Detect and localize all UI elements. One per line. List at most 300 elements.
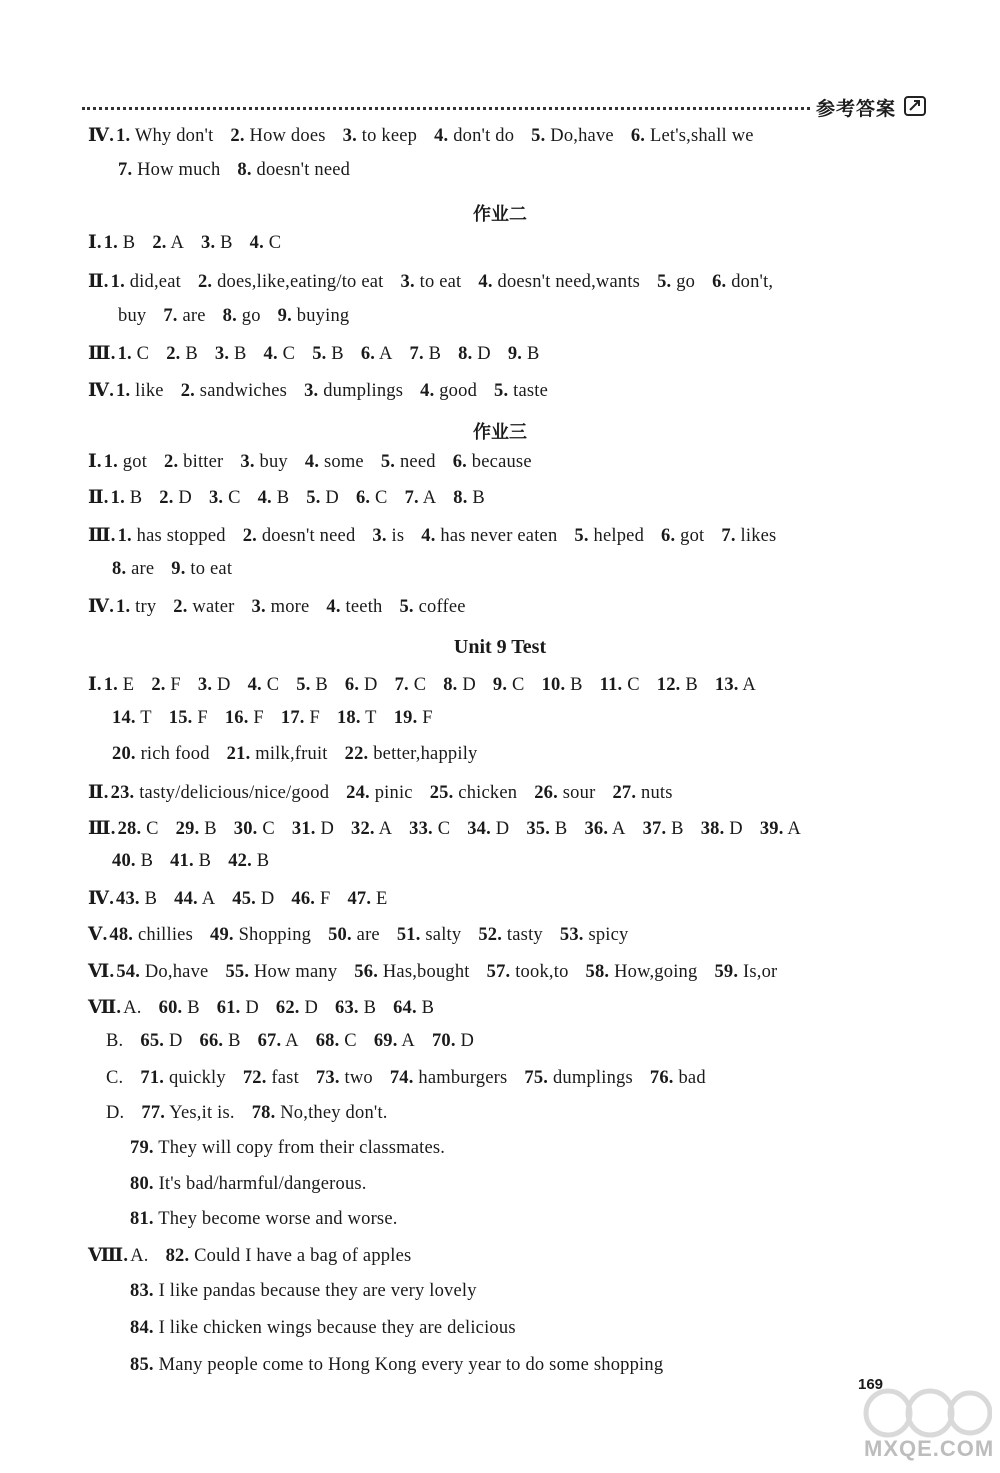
- answer-line: [112, 744, 478, 765]
- answer-text: has never eaten: [440, 526, 558, 546]
- answer-text: B: [472, 488, 485, 508]
- answer-line: Ⅲ. 28. C 29. B 30. C 31. D 32. A 33. C 34. D 35. B 36. A 37. B 38. D 39. A: [88, 819, 801, 839]
- question-number: 47.: [347, 889, 372, 909]
- answer-item: [250, 233, 282, 253]
- answer-text: tasty: [506, 925, 543, 945]
- question-number: 38.: [700, 819, 725, 839]
- answer-text: E: [376, 889, 388, 909]
- answer-item: [405, 488, 437, 508]
- answer-text: coffee: [418, 597, 466, 617]
- question-number: 5.: [531, 126, 546, 146]
- answer-text: are: [131, 559, 155, 579]
- header-title: 参考答案: [816, 98, 897, 120]
- question-number: 20.: [112, 744, 136, 764]
- question-number: 69.: [373, 1031, 398, 1051]
- question-number: 22.: [344, 744, 369, 764]
- answer-line: Ⅱ. 1. B 2. D 3. C 4. B 5. D 6. C 7. A 8. B: [88, 488, 485, 508]
- question-number: 77.: [141, 1103, 166, 1123]
- question-number: 33.: [409, 819, 433, 839]
- answer-line: Ⅳ. 1. like 2. sandwiches 3. dumplings 4. good 5. taste: [88, 381, 549, 401]
- answer-item: [304, 381, 403, 401]
- question-number: 57.: [486, 962, 511, 982]
- answer-item: [493, 675, 525, 695]
- answer-item: [163, 306, 205, 326]
- question-number: 17.: [280, 708, 305, 728]
- answer-text: Is,or: [743, 962, 778, 982]
- question-number: 55.: [225, 962, 250, 982]
- roman-numeral-label: Ⅲ: [88, 526, 111, 546]
- question-number: 15.: [168, 708, 193, 728]
- answer-item: [215, 344, 247, 364]
- answer-text: C: [344, 1031, 357, 1051]
- answer-item: [104, 233, 136, 253]
- answer-item: [443, 675, 476, 695]
- question-number: 40.: [112, 851, 136, 871]
- question-number: 6.: [452, 452, 467, 472]
- question-number: 4.: [263, 344, 278, 364]
- answer-text: B: [331, 344, 344, 364]
- answer-item: [130, 1355, 663, 1375]
- answer-text: Could I have a bag of apples: [194, 1246, 412, 1266]
- answer-item: [130, 1138, 445, 1158]
- question-number: 3.: [342, 126, 357, 146]
- answer-item: [381, 452, 436, 472]
- answer-item: [169, 708, 208, 728]
- answer-line: Ⅲ. 1. has stopped 2. doesn't need 3. is 4. has never eaten 5. helped 6. got 7. likes: [88, 526, 777, 546]
- question-number: 1.: [103, 675, 118, 695]
- answer-text: Do,have: [144, 962, 209, 982]
- answer-text: How,going: [614, 962, 698, 982]
- answer-item: [106, 1031, 123, 1051]
- answer-item: [494, 381, 548, 401]
- question-number: 5.: [657, 272, 672, 292]
- question-number: 7.: [721, 526, 736, 546]
- question-number: 4.: [304, 452, 320, 472]
- answer-text: go: [676, 272, 696, 292]
- answer-item: [264, 344, 296, 364]
- answer-item: [584, 819, 625, 839]
- question-number: 70.: [431, 1031, 456, 1051]
- page-number: 169: [858, 1376, 884, 1393]
- answer-line: [112, 851, 269, 872]
- answer-item: [526, 819, 567, 839]
- answer-text: has stopped: [136, 526, 226, 546]
- question-number: 35.: [526, 819, 551, 839]
- answer-text: buying: [296, 306, 350, 326]
- roman-numeral-label: Ⅱ: [88, 783, 104, 803]
- roman-numeral-label: Ⅱ: [88, 488, 104, 508]
- answer-text: better,happily: [373, 744, 478, 764]
- answer-text: doesn't need: [256, 160, 351, 180]
- answer-text: B: [187, 998, 200, 1018]
- answer-item: [478, 925, 543, 945]
- answer-text: F: [197, 708, 208, 728]
- answer-item: [225, 708, 264, 728]
- answer-text: helped: [593, 526, 645, 546]
- question-number: 26.: [534, 783, 558, 803]
- answer-item: [116, 889, 157, 909]
- answer-text: hamburgers: [418, 1068, 508, 1088]
- question-number: 34.: [467, 819, 491, 839]
- question-number: 5.: [312, 344, 327, 364]
- answer-text: Has,bought: [382, 962, 470, 982]
- question-number: 2.: [151, 675, 166, 695]
- roman-numeral-label: Ⅷ: [88, 1246, 124, 1266]
- question-number: 1.: [116, 126, 131, 146]
- answer-line: Ⅱ. 1. did,eat 2. does,like,eating/to eat 3. to eat 4. doesn't need,wants 5. go 6. don't,: [88, 272, 774, 292]
- answer-text: B: [685, 675, 698, 695]
- answer-item: [116, 126, 213, 146]
- answer-line: [130, 1174, 367, 1195]
- question-number: 9.: [507, 344, 523, 364]
- answer-item: [316, 1031, 357, 1051]
- answer-text: Why don't: [134, 126, 214, 146]
- question-number: 10.: [541, 675, 566, 695]
- answer-item: [228, 851, 269, 871]
- answer-item: [171, 559, 232, 579]
- answer-text: B: [233, 344, 247, 364]
- answer-text: chicken: [458, 783, 518, 803]
- answer-text: D: [304, 998, 318, 1018]
- section-heading: 作业三: [473, 422, 527, 443]
- question-number: 4.: [257, 488, 272, 508]
- answer-item: [130, 1209, 398, 1229]
- answer-item: [198, 675, 231, 695]
- question-number: 8.: [222, 306, 237, 326]
- answer-item: [170, 851, 211, 871]
- answer-text: B.: [106, 1031, 124, 1051]
- answer-text: to keep: [361, 126, 418, 146]
- answer-item: [230, 126, 325, 146]
- answer-text: D: [325, 488, 339, 508]
- answer-item: [181, 381, 287, 401]
- answer-text: C: [627, 675, 640, 695]
- question-number: 37.: [642, 819, 667, 839]
- answer-text: A: [170, 233, 184, 253]
- roman-numeral-label: Ⅴ: [88, 925, 103, 945]
- question-number: 54.: [116, 962, 141, 982]
- question-number: 62.: [275, 998, 300, 1018]
- question-number: 27.: [612, 783, 637, 803]
- answer-text: D: [245, 998, 259, 1018]
- answer-text: nuts: [641, 783, 673, 803]
- answer-item: [432, 1031, 474, 1051]
- question-number: 4.: [434, 126, 449, 146]
- question-number: 5.: [296, 675, 311, 695]
- question-number: 2.: [230, 126, 245, 146]
- question-number: 43.: [116, 889, 140, 909]
- answer-item: [151, 675, 181, 695]
- question-number: 74.: [389, 1068, 414, 1088]
- answer-item: [166, 1246, 412, 1266]
- answer-item: [252, 597, 310, 617]
- answer-text: T: [140, 708, 152, 728]
- answer-item: [712, 272, 773, 292]
- question-number: 4.: [326, 597, 341, 617]
- answer-item: [420, 381, 477, 401]
- answer-text: B: [140, 851, 154, 871]
- question-number: 3.: [304, 381, 319, 401]
- answer-item: [243, 1068, 299, 1088]
- question-number: 50.: [328, 925, 352, 945]
- answer-line: Ⅳ. 43. B 44. A 45. D 46. F 47. E: [88, 889, 388, 909]
- answer-item: [586, 962, 698, 982]
- question-number: 18.: [336, 708, 361, 728]
- answer-item: [237, 160, 350, 180]
- answer-text: good: [439, 381, 478, 401]
- answer-item: [176, 819, 217, 839]
- answer-item: [281, 708, 320, 728]
- answer-item: [140, 1031, 182, 1051]
- answer-item: [258, 488, 290, 508]
- question-number: 84.: [130, 1318, 154, 1338]
- answer-text: C: [268, 233, 282, 253]
- answer-item: [374, 1031, 415, 1051]
- roman-numeral-label: Ⅰ: [88, 452, 97, 472]
- answer-text: are: [356, 925, 380, 945]
- answer-line: [130, 1318, 516, 1339]
- answer-text: They will copy from their classmates.: [158, 1138, 446, 1158]
- answer-line: Ⅰ. 1. E 2. F 3. D 4. C 5. B 6. D 7. C 8. D 9. C 10. B 11. C 12. B 13. A: [88, 675, 756, 695]
- answer-text: got: [122, 452, 148, 472]
- roman-numeral-label: Ⅲ: [88, 344, 111, 364]
- answer-line: [118, 306, 349, 327]
- question-number: 6.: [661, 526, 676, 546]
- answer-text: B: [428, 344, 442, 364]
- question-number: 31.: [291, 819, 316, 839]
- roman-numeral-label: Ⅳ: [88, 597, 110, 617]
- answer-item: [394, 708, 433, 728]
- question-number: 1.: [116, 381, 131, 401]
- answer-item: [643, 819, 684, 839]
- answer-line: Ⅳ. 1. try 2. water 3. more 4. teeth 5. coffee: [88, 597, 466, 617]
- answer-text: C.: [106, 1068, 124, 1088]
- answer-text: A: [401, 1031, 415, 1051]
- answer-text: C: [413, 675, 427, 695]
- answer-text: are: [182, 306, 206, 326]
- question-number: 7.: [394, 675, 409, 695]
- answer-text: is: [391, 526, 405, 546]
- answer-text: A: [422, 488, 437, 508]
- answer-item: [232, 889, 274, 909]
- question-number: 1.: [117, 526, 132, 546]
- question-number: 25.: [429, 783, 454, 803]
- answer-text: B: [363, 998, 377, 1018]
- answer-text: need: [399, 452, 436, 472]
- answer-text: tasty/delicious/nice/good: [139, 783, 330, 803]
- answer-text: water: [192, 597, 235, 617]
- answer-item: [141, 1103, 234, 1123]
- answer-item: [453, 488, 485, 508]
- answer-item: [714, 962, 777, 982]
- answer-item: [258, 1031, 299, 1051]
- answer-item: [292, 819, 334, 839]
- answer-item: [335, 998, 376, 1018]
- answer-item: [209, 488, 241, 508]
- question-number: 6.: [630, 126, 646, 146]
- answer-text: F: [170, 675, 181, 695]
- question-number: 1.: [116, 597, 131, 617]
- answer-line: [106, 1068, 706, 1089]
- section-heading: Unit 9 Test: [453, 636, 547, 658]
- answer-item: [173, 597, 234, 617]
- question-number: 58.: [585, 962, 610, 982]
- answer-text: salty: [425, 925, 462, 945]
- question-number: 14.: [112, 708, 136, 728]
- answer-text: bitter: [183, 452, 224, 472]
- question-number: 3.: [372, 526, 387, 546]
- question-number: 2.: [242, 526, 257, 546]
- answer-text: Many people come to Hong Kong every year to do some shopping: [158, 1355, 664, 1375]
- answer-item: [657, 675, 698, 695]
- answer-text: I like pandas because they are very lovely: [158, 1281, 477, 1301]
- answer-item: [248, 675, 280, 695]
- answer-item: [600, 675, 640, 695]
- question-number: 61.: [216, 998, 241, 1018]
- answer-item: [346, 783, 413, 803]
- answer-text: A: [787, 819, 801, 839]
- question-number: 64.: [393, 998, 417, 1018]
- question-number: 2.: [159, 488, 174, 508]
- answer-item: [347, 889, 387, 909]
- answer-item: [430, 783, 518, 803]
- question-number: 66.: [199, 1031, 224, 1051]
- answer-item: [312, 344, 344, 364]
- answer-line: Ⅱ. 23. tasty/delicious/nice/good 24. pinic 25. chicken 26. sour 27. nuts: [88, 783, 673, 803]
- question-number: 1.: [117, 344, 132, 364]
- answer-item: [395, 675, 427, 695]
- answer-text: dumplings: [552, 1068, 633, 1088]
- question-number: 36.: [584, 819, 609, 839]
- answer-text: to eat: [419, 272, 462, 292]
- answer-item: [225, 962, 337, 982]
- question-number: 5.: [399, 597, 414, 617]
- answer-text: A: [612, 819, 626, 839]
- watermark-text: MXQE.COM: [864, 1436, 995, 1461]
- answer-line: Ⅰ. 1. got 2. bitter 3. buy 4. some 5. need 6. because: [88, 452, 532, 472]
- answer-item: [116, 962, 208, 982]
- answer-item: [106, 1068, 123, 1088]
- header-dotted-rule: [82, 107, 810, 110]
- answer-item: [118, 306, 146, 326]
- answer-text: pinic: [374, 783, 413, 803]
- question-number: 11.: [599, 675, 623, 695]
- question-number: 9.: [171, 559, 186, 579]
- question-number: 82.: [165, 1246, 190, 1266]
- roman-numeral-label: Ⅳ: [88, 126, 110, 146]
- question-number: 51.: [396, 925, 421, 945]
- question-number: 5.: [306, 488, 321, 508]
- answer-item: [343, 126, 417, 146]
- answer-text: C: [375, 488, 388, 508]
- answer-item: [118, 160, 220, 180]
- question-number: 3.: [240, 452, 255, 472]
- answer-text: B: [421, 998, 435, 1018]
- answer-text: B: [256, 851, 270, 871]
- question-number: 19.: [393, 708, 418, 728]
- answer-item: [409, 819, 450, 839]
- answer-item: [721, 526, 776, 546]
- question-number: 5.: [574, 526, 589, 546]
- question-number: 48.: [109, 925, 134, 945]
- answer-item: [393, 998, 434, 1018]
- answer-text: It's bad/harmful/dangerous.: [158, 1174, 367, 1194]
- answer-item: [531, 126, 614, 146]
- answer-item: [760, 819, 801, 839]
- answer-item: [356, 488, 388, 508]
- answer-item: [111, 488, 143, 508]
- answer-item: [487, 962, 569, 982]
- answer-item: [174, 889, 215, 909]
- question-number: 65.: [140, 1031, 165, 1051]
- answer-item: [478, 272, 640, 292]
- answer-item: [118, 526, 226, 546]
- answer-item: [316, 1068, 373, 1088]
- question-number: 24.: [346, 783, 370, 803]
- answer-item: [159, 998, 200, 1018]
- question-number: 16.: [224, 708, 249, 728]
- question-number: 79.: [130, 1138, 154, 1158]
- answer-text: D: [217, 675, 231, 695]
- question-number: 49.: [210, 925, 234, 945]
- answer-text: D: [364, 675, 378, 695]
- answer-text: C: [228, 488, 241, 508]
- answer-text: to eat: [190, 559, 233, 579]
- answer-text: taste: [513, 381, 549, 401]
- answer-text: D: [460, 1031, 475, 1051]
- answer-item: [399, 597, 465, 617]
- answer-item: [337, 708, 377, 728]
- question-number: 8.: [453, 488, 468, 508]
- question-number: 41.: [170, 851, 194, 871]
- answer-text: chillies: [137, 925, 193, 945]
- question-number: 2.: [180, 381, 195, 401]
- answer-text: like: [135, 381, 164, 401]
- answer-text: B: [122, 233, 136, 253]
- answer-item: [217, 998, 259, 1018]
- answer-text: C: [262, 819, 275, 839]
- question-number: 6.: [355, 488, 371, 508]
- answer-item: [104, 675, 135, 695]
- answer-text: D: [477, 344, 491, 364]
- question-number: 63.: [335, 998, 359, 1018]
- answer-text: buy: [118, 306, 147, 326]
- question-number: 67.: [257, 1031, 282, 1051]
- question-number: 1.: [103, 233, 118, 253]
- question-number: 72.: [242, 1068, 267, 1088]
- answer-text: Shopping: [238, 925, 312, 945]
- answer-item: [354, 962, 469, 982]
- answer-line: [130, 1281, 477, 1302]
- answer-text: B: [129, 488, 143, 508]
- question-number: 52.: [478, 925, 503, 945]
- answer-item: [112, 559, 154, 579]
- question-number: 1.: [110, 272, 125, 292]
- answer-item: [234, 819, 275, 839]
- roman-numeral-label: Ⅳ: [88, 381, 110, 401]
- question-number: 5.: [494, 381, 509, 401]
- question-number: 6.: [712, 272, 727, 292]
- answer-text: B: [671, 819, 684, 839]
- question-number: 12.: [656, 675, 681, 695]
- question-number: 71.: [140, 1068, 165, 1088]
- answer-item: [328, 925, 380, 945]
- answer-text: quickly: [168, 1068, 226, 1088]
- question-number: 8.: [443, 675, 458, 695]
- answer-text: try: [135, 597, 157, 617]
- answer-item: [361, 344, 393, 364]
- answer-text: C: [146, 819, 159, 839]
